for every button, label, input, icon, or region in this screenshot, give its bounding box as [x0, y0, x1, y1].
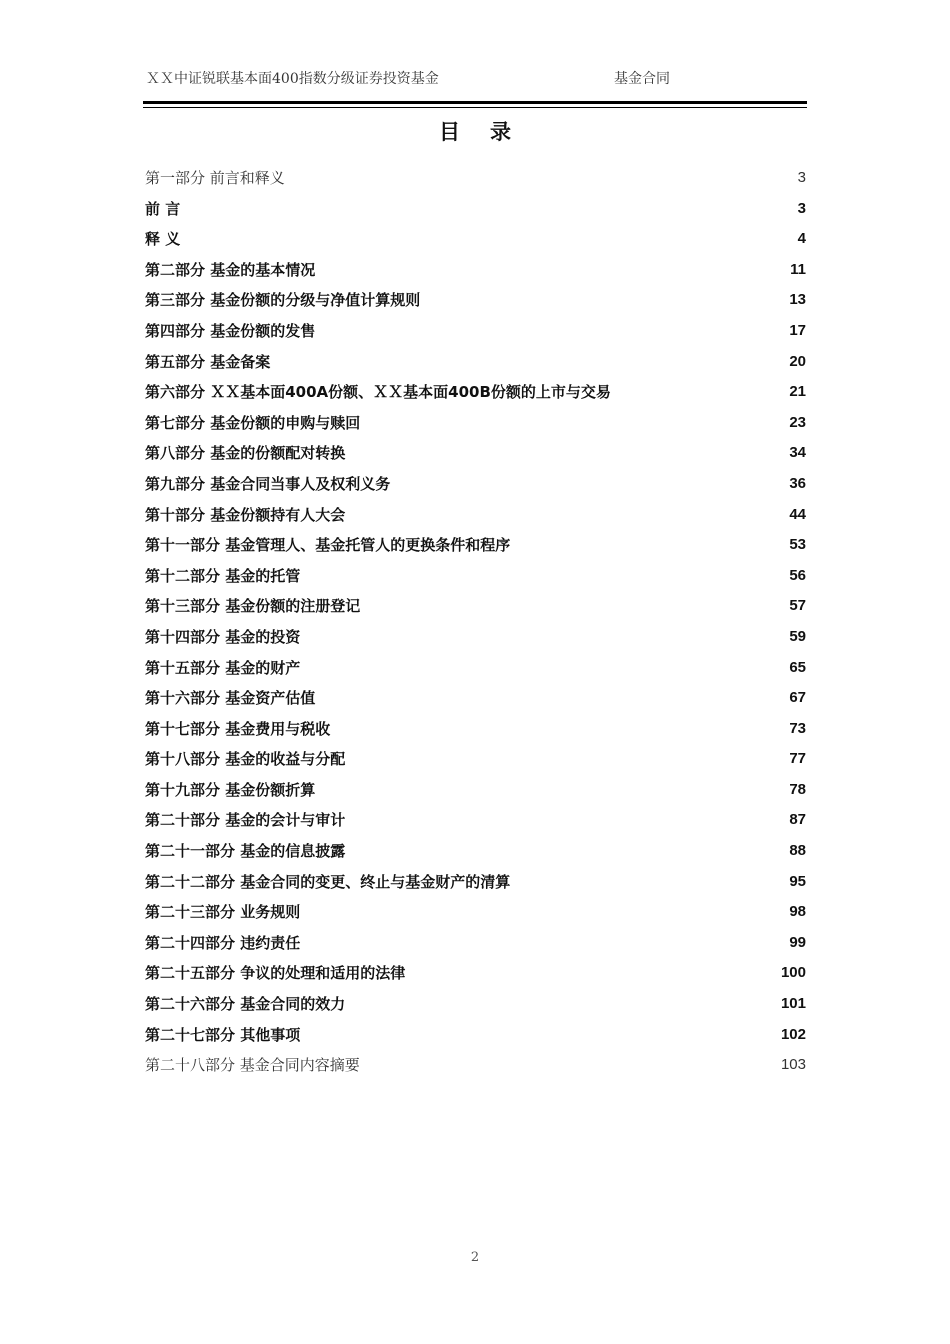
- toc-entry[interactable]: [145, 224, 806, 255]
- toc-entry[interactable]: [145, 194, 806, 225]
- toc-entry[interactable]: [145, 285, 806, 316]
- toc-entry-page: 73: [789, 719, 806, 737]
- header-doc-type: 基金合同: [614, 71, 670, 87]
- toc-entry-label: 第二十八部分 基金合同内容摘要: [145, 1056, 360, 1075]
- toc-entry[interactable]: [145, 163, 806, 194]
- toc-entry[interactable]: [145, 347, 806, 378]
- toc-entry-label: 第二十七部分 其他事项: [145, 1025, 301, 1044]
- toc-entry-page: 21: [789, 383, 806, 401]
- running-header: [146, 68, 806, 88]
- toc-entry-label: 第二部分 基金的基本情况: [145, 260, 316, 279]
- toc-entry[interactable]: [145, 377, 806, 408]
- header-rule-thick: [143, 101, 807, 104]
- page-number: 2: [470, 1250, 480, 1265]
- toc-entry-page: 20: [789, 352, 806, 370]
- toc-entry-page: 102: [780, 1025, 806, 1043]
- toc-entry-page: 99: [789, 933, 806, 951]
- toc-entry[interactable]: [145, 408, 806, 439]
- toc-entry[interactable]: [145, 316, 806, 347]
- toc-entry-label: 第十部分 基金份额持有人大会: [145, 505, 346, 524]
- toc-entry[interactable]: [145, 989, 806, 1020]
- toc-entry-page: 4: [797, 230, 806, 248]
- toc-entry-label: 第二十一部分 基金的信息披露: [145, 842, 346, 861]
- toc-entry-label: 第十一部分 基金管理人、基金托管人的更换条件和程序: [145, 536, 511, 555]
- toc-entry-label: 第四部分 基金份额的发售: [145, 321, 316, 340]
- toc-entry[interactable]: [145, 500, 806, 531]
- toc-entry-page: 53: [789, 536, 806, 554]
- toc-entry-page: 98: [789, 903, 806, 921]
- toc-entry[interactable]: [145, 805, 806, 836]
- toc-entry-label: 第十八部分 基金的收益与分配: [145, 750, 346, 769]
- toc-entry-page: 3: [797, 169, 806, 186]
- toc-entry[interactable]: [145, 958, 806, 989]
- toc-entry-page: 56: [789, 566, 806, 584]
- toc-entry[interactable]: [145, 1020, 806, 1051]
- toc-entry-page: 23: [789, 413, 806, 431]
- toc-entry[interactable]: [145, 530, 806, 561]
- toc-entry-label: 第十四部分 基金的投资: [145, 627, 301, 646]
- toc-entry[interactable]: [145, 1050, 806, 1081]
- toc-entry[interactable]: [145, 775, 806, 806]
- toc-entry-page: 101: [780, 995, 806, 1013]
- toc-entry-label: 第二十部分 基金的会计与审计: [145, 811, 346, 830]
- toc-entry-label: 第十五部分 基金的财产: [145, 658, 301, 677]
- toc-entry-label: 第一部分 前言和释义: [145, 169, 285, 187]
- toc-entry-label: 第十九部分 基金份额折算: [145, 780, 316, 799]
- toc-entry-page: 100: [780, 964, 806, 982]
- toc-entry[interactable]: [145, 683, 806, 714]
- toc-entry-label: 第九部分 基金合同当事人及权利义务: [145, 474, 391, 493]
- toc-entry-label: 第二十三部分 业务规则: [145, 903, 301, 922]
- toc-entry-page: 57: [789, 597, 806, 615]
- toc-entry[interactable]: [145, 897, 806, 928]
- toc-entry-page: 95: [789, 872, 806, 890]
- toc-entry-label: 第十二部分 基金的托管: [145, 566, 301, 585]
- header-fund-name: ＸＸ中证锐联基本面400指数分级证券投资基金: [146, 71, 439, 87]
- toc-entry-page: 17: [789, 321, 806, 339]
- toc-entry-page: 36: [789, 474, 806, 492]
- toc-entry[interactable]: [145, 653, 806, 684]
- toc-entry-page: 103: [780, 1056, 806, 1074]
- toc-entry-label: 前 言: [145, 199, 181, 218]
- toc-entry-page: 87: [789, 811, 806, 829]
- toc-entry[interactable]: [145, 744, 806, 775]
- toc-entry-page: 3: [797, 199, 806, 217]
- toc-entry-page: 44: [789, 505, 806, 523]
- toc-entry[interactable]: [145, 714, 806, 745]
- toc-entry-label: 第十六部分 基金资产估值: [145, 689, 316, 708]
- toc-entry[interactable]: [145, 561, 806, 592]
- toc-entry-label: 第二十六部分 基金合同的效力: [145, 995, 346, 1014]
- toc-entry-page: 13: [789, 291, 806, 309]
- toc-entry[interactable]: [145, 469, 806, 500]
- toc-entry-label: 第十七部分 基金费用与税收: [145, 719, 331, 738]
- toc-entry[interactable]: [145, 622, 806, 653]
- page-title: 目录: [439, 120, 541, 144]
- toc-entry-label: 释 义: [145, 230, 181, 249]
- header-rule-thin: [143, 107, 807, 108]
- toc-entry-page: 59: [789, 627, 806, 645]
- toc-entry[interactable]: [145, 438, 806, 469]
- toc-entry-label: 第七部分 基金份额的申购与赎回: [145, 413, 361, 432]
- toc-entry[interactable]: [145, 836, 806, 867]
- toc-entry[interactable]: [145, 255, 806, 286]
- toc-entry-page: 11: [790, 260, 806, 278]
- toc-entry-label: 第二十四部分 违约责任: [145, 933, 301, 952]
- toc-entry[interactable]: [145, 867, 806, 898]
- toc-entry-label: 第二十五部分 争议的处理和适用的法律: [145, 964, 406, 983]
- toc-entry-label: 第八部分 基金的份额配对转换: [145, 444, 346, 463]
- toc-entry[interactable]: [145, 928, 806, 959]
- table-of-contents: [145, 163, 806, 1081]
- toc-entry-page: 77: [789, 750, 806, 768]
- toc-entry-label: 第三部分 基金份额的分级与净值计算规则: [145, 291, 421, 310]
- toc-entry-page: 34: [789, 444, 806, 462]
- toc-entry-label: 第十三部分 基金份额的注册登记: [145, 597, 361, 616]
- toc-entry-page: 65: [789, 658, 806, 676]
- toc-entry-label: 第六部分 ＸＸ基本面400A份额、ＸＸ基本面400B份额的上市与交易: [145, 383, 611, 402]
- toc-entry-label: 第二十二部分 基金合同的变更、终止与基金财产的清算: [145, 872, 511, 891]
- toc-entry-page: 78: [789, 780, 806, 798]
- toc-entry-page: 88: [789, 842, 806, 860]
- toc-entry-page: 67: [789, 689, 806, 707]
- toc-entry[interactable]: [145, 591, 806, 622]
- toc-entry-label: 第五部分 基金备案: [145, 352, 271, 371]
